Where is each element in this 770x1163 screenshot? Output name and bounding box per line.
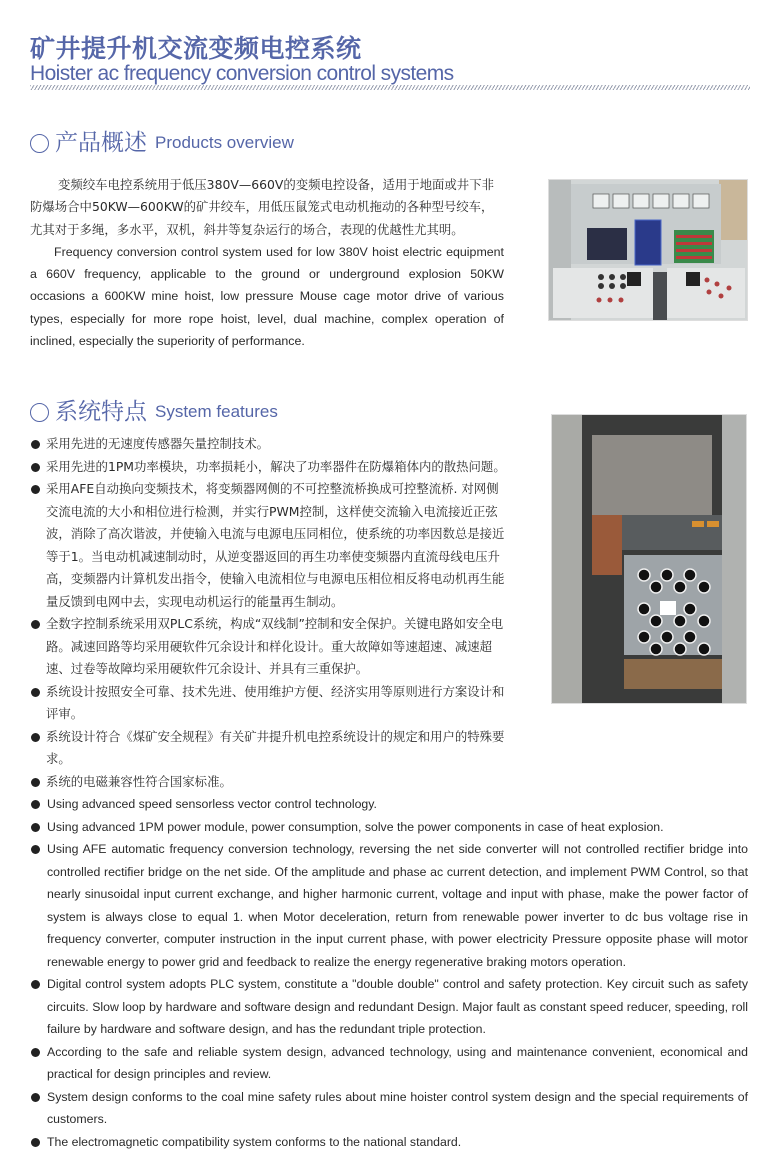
bullet-icon (31, 845, 40, 854)
list-item-text: 采用AFE自动换向变频技术，将变频器网侧的不可控整流桥换成可控整流桥. 对网侧交流电流的大小和相位进行检测，并实行PWM控制，这样使交流输入电流接近正弦波，消除了高次谐波，并使输入电流与电源电压同相位，使系统的功率因数总是接近等于1。当电动机减速制动时，从逆变器返回的再生功率使变频器内直流母线电压升高，变频器内计算机发出指令，使输入电流相位与电源电压相位相反将电动机再生能量反馈到电网中去，实现电动机运行的能量再生制动。 (46, 481, 505, 609)
bullet-icon (31, 1093, 40, 1102)
list-item-text: According to the safe and reliable system design, advanced technology, using and maintenance convenient, economical and practical for design principles and review. (47, 1044, 748, 1081)
list-item (30, 973, 748, 1041)
list-item-text: 采用先进的1PM功率模块，功率损耗小，解决了功率器件在防爆箱体内的散热问题。 (46, 458, 506, 474)
bullet-icon (31, 733, 40, 742)
list-item-text: 采用先进的无速度传感器矢量控制技术。 (46, 436, 270, 451)
list-item (30, 456, 508, 479)
list-item (30, 726, 508, 771)
list-item (30, 613, 508, 681)
section-heading-en: Products overview (155, 133, 294, 152)
section-heading-cn: 产品概述 (55, 130, 147, 156)
list-item (30, 771, 508, 794)
bullet-icon (31, 485, 40, 494)
section-heading-en: System features (155, 402, 278, 421)
list-item (30, 681, 508, 726)
list-item (30, 433, 508, 456)
bullet-icon (31, 463, 40, 472)
bullet-icon (31, 440, 40, 449)
list-item (30, 1086, 748, 1131)
list-item-text: Using AFE automatic frequency conversion technology, reversing the net side converter will not controlled rectifier bridge into controlled rectifier bridge on the net side. Of the amplitude and phase ac current detection, and implement PWM Control, so that nearly sinusoidal input current exchange, and higher harmonic current, voltage and input with phase, make the power factor of system is always close to equal 1. when Motor deceleration, return from renewable power inverter to dc bus voltage rise in frequency converter, computer instruction in the input current phase, with power electricity Pressure opposite phase will motor renewable energy to power grid and feedback to realize the energy regenerative braking motors operation. (47, 842, 748, 969)
list-item-text: 系统的电磁兼容性符合国家标准。 (46, 773, 232, 789)
circle-icon (30, 134, 49, 153)
list-item-text: 全数字控制系统采用双PLC系统，构成“双线制”控制和安全保护。关键电路如安全电路。减速回路等均采用硬软件冗余设计和样化设计。重大故障如等速超速、减速超速、过卷等故障均采用硬软件冗余设计、并具有三重保护。 (46, 616, 504, 676)
bullet-icon (31, 800, 40, 809)
list-item-text: The electromagnetic compatibility system conforms to the national standard. (47, 1134, 462, 1149)
list-item-text: 系统设计按照安全可靠、技术先进、使用维护方便、经济实用等原则进行方案设计和评审。 (46, 683, 505, 721)
page-title: 矿井提升机交流变频电控系统 (30, 34, 362, 63)
bullet-icon (31, 1048, 40, 1057)
list-item (30, 1131, 748, 1154)
circle-icon (30, 403, 49, 422)
section-heading-overview (30, 129, 294, 157)
bullet-icon (31, 778, 40, 787)
list-item (30, 478, 508, 613)
list-item (30, 838, 748, 973)
inverter-cabinet-photo (551, 414, 747, 704)
hatched-divider (30, 85, 750, 90)
list-item (30, 793, 748, 816)
list-item-text: Digital control system adopts PLC system, constitute a "double double" control and safety protection. Key circuit such as safety circuits. Slow loop by hardware and software design and redundant Design. Major fault as constant speed reducer, speeding, roll failure by hardware and software design, and has the redundant triple protection. (47, 977, 748, 1036)
bullet-icon (31, 688, 40, 697)
bullet-icon (31, 1138, 40, 1147)
features-list-en (30, 793, 748, 1153)
list-item-text: Using advanced 1PM power module, power consumption, solve the power components in case of heat explosion. (47, 819, 664, 834)
section-heading-cn: 系统特点 (55, 399, 147, 425)
bullet-icon (31, 980, 40, 989)
control-console-photo (548, 179, 748, 321)
features-list-cn (30, 433, 508, 793)
list-item-text: Using advanced speed sensorless vector control technology. (47, 797, 377, 811)
bullet-icon (31, 620, 40, 629)
list-item (30, 816, 748, 839)
list-item-text: 系统设计符合《煤矿安全规程》有关矿井提升机电控系统设计的规定和用户的特殊要求。 (46, 728, 505, 766)
section-heading-features (30, 398, 278, 426)
overview-text-en: Frequency conversion control system used for low 380V hoist electric equipment a 660V frequency, applicable to the ground or underground explosion 50KW occasions a 600KW mine hoist, low pressure Mouse cage motor drive of various types, especially for more rope hoist, level, dual machine, complex operation of inclined, especially the superiority of performance. (30, 245, 504, 348)
overview-text-cn: 变频绞车电控系统用于低压380V—660V的变频电控设备，适用于地面或井下非防爆场合中50KW—600KW的矿井绞车，用低压鼠笼式电动机拖动的各种型号绞车，尤其对于多绳，多水平，双机，斜井等复杂运行的场合，表现的优越性尤其明。 (30, 177, 494, 237)
list-item (30, 1041, 748, 1086)
list-item-text: System design conforms to the coal mine safety rules about mine hoister control system design and the special requirements of customers. (47, 1089, 748, 1126)
page-subtitle: Hoister ac frequency conversion control systems (30, 62, 454, 85)
bullet-icon (31, 823, 40, 832)
